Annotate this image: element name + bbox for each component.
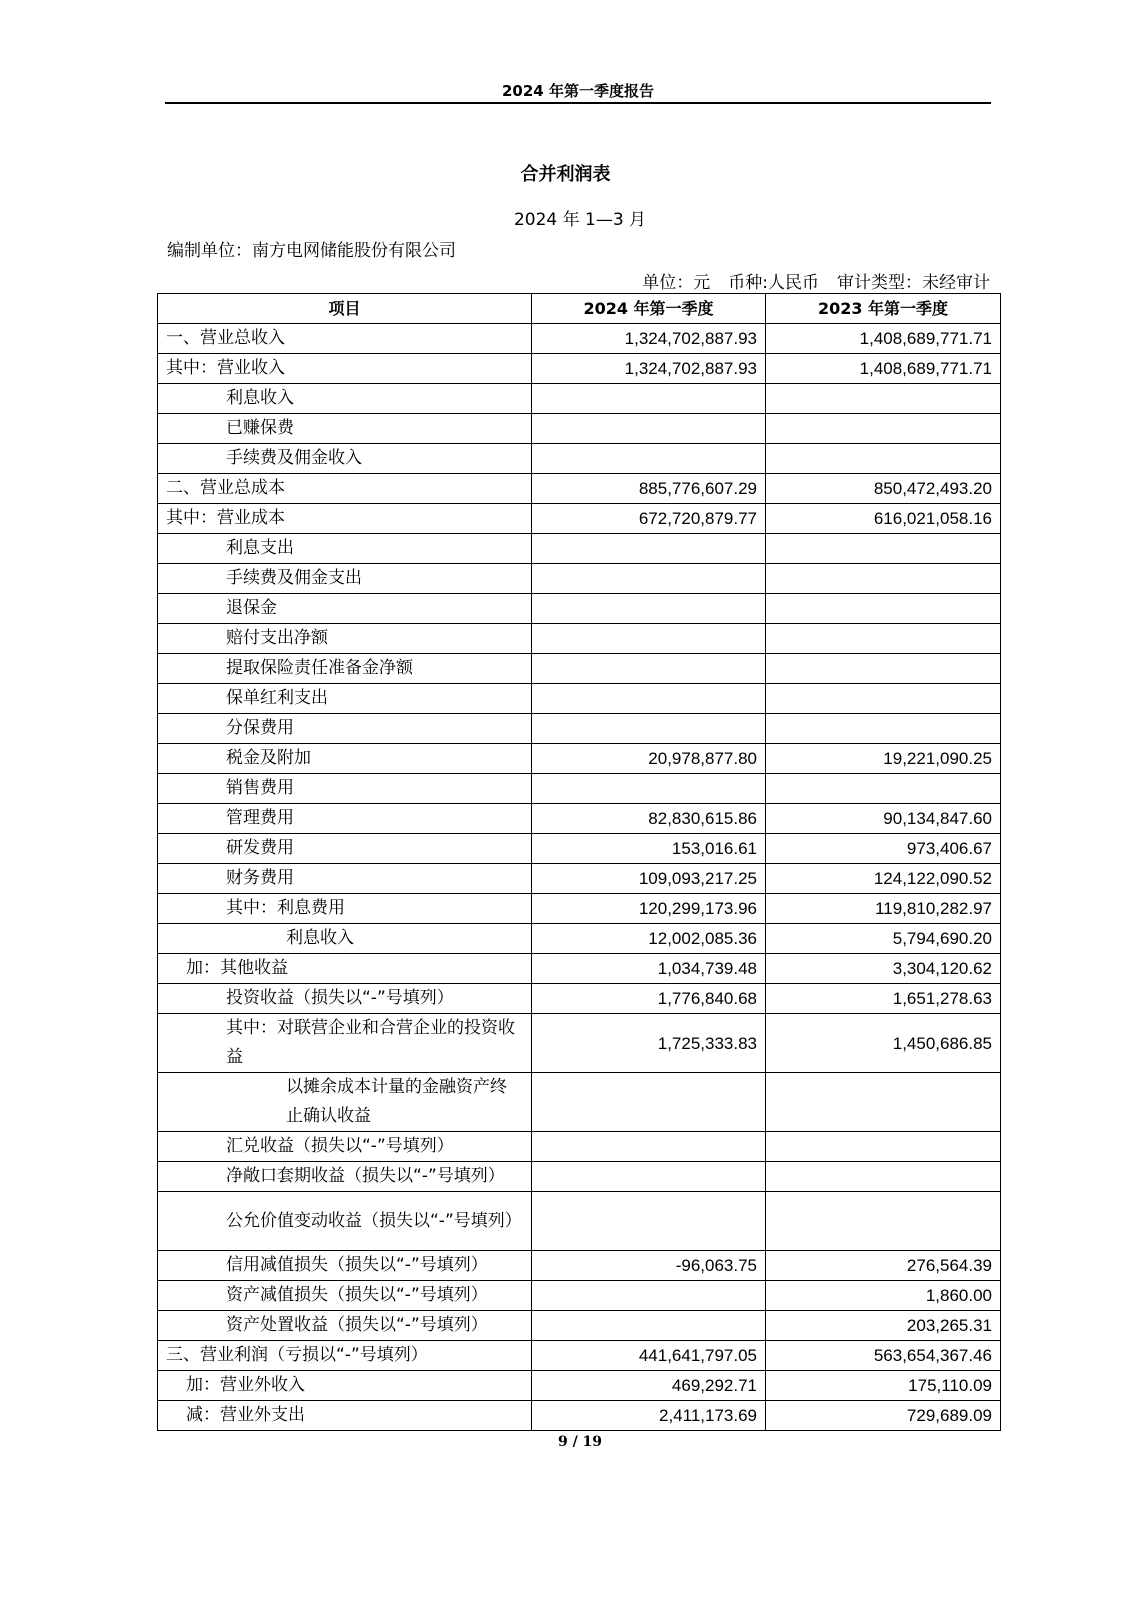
row-label: 研发费用: [158, 834, 532, 864]
value-2023q1: 203,265.31: [766, 1311, 1001, 1341]
table-row: [158, 384, 1001, 414]
table-row: [158, 534, 1001, 564]
value-2024q1: 1,324,702,887.93: [532, 354, 766, 384]
value-2024q1: [532, 714, 766, 744]
value-2024q1: [532, 444, 766, 474]
value-2023q1: 616,021,058.16: [766, 504, 1001, 534]
row-label: 以摊余成本计量的金融资产终止确认收益: [158, 1073, 532, 1132]
income-statement-table: [157, 293, 1001, 1431]
value-2023q1: 1,860.00: [766, 1281, 1001, 1311]
value-2023q1: [766, 444, 1001, 474]
row-label: 财务费用: [158, 864, 532, 894]
value-2023q1: [766, 684, 1001, 714]
value-2023q1: [766, 384, 1001, 414]
value-2023q1: [766, 624, 1001, 654]
row-label: 手续费及佣金收入: [158, 444, 532, 474]
row-label: 退保金: [158, 594, 532, 624]
row-label: 三、营业利润（亏损以“-”号填列）: [158, 1341, 532, 1371]
table-row: [158, 1311, 1001, 1341]
statement-title: 合并利润表: [520, 164, 611, 185]
row-label: 税金及附加: [158, 744, 532, 774]
value-2024q1: [532, 624, 766, 654]
table-row: [158, 804, 1001, 834]
value-2024q1: [532, 564, 766, 594]
value-2024q1: [532, 1132, 766, 1162]
table-row: [158, 444, 1001, 474]
row-label: 净敞口套期收益（损失以“-”号填列）: [158, 1162, 532, 1192]
value-2024q1: 153,016.61: [532, 834, 766, 864]
value-2023q1: [766, 1132, 1001, 1162]
table-row: [158, 1341, 1001, 1371]
value-2024q1: 1,725,333.83: [532, 1014, 766, 1073]
table-row: [158, 474, 1001, 504]
value-2023q1: 276,564.39: [766, 1251, 1001, 1281]
value-2023q1: 1,408,689,771.71: [766, 324, 1001, 354]
value-2024q1: [532, 594, 766, 624]
value-2024q1: [532, 1162, 766, 1192]
value-2023q1: 563,654,367.46: [766, 1341, 1001, 1371]
value-2023q1: [766, 1192, 1001, 1251]
row-label: 加：营业外收入: [158, 1371, 532, 1401]
value-2024q1: 672,720,879.77: [532, 504, 766, 534]
table-row: [158, 414, 1001, 444]
table-row: [158, 1281, 1001, 1311]
table-row: [158, 984, 1001, 1014]
table-row: [158, 1192, 1001, 1251]
value-2024q1: [532, 1311, 766, 1341]
row-label: 汇兑收益（损失以“-”号填列）: [158, 1132, 532, 1162]
table-row: [158, 1371, 1001, 1401]
table-row: [158, 1132, 1001, 1162]
row-label: 管理费用: [158, 804, 532, 834]
column-header-item: 项目: [158, 294, 532, 324]
value-2023q1: 1,450,686.85: [766, 1014, 1001, 1073]
currency-label: 币种:人民币: [728, 273, 819, 293]
table-row: [158, 684, 1001, 714]
row-label: 提取保险责任准备金净额: [158, 654, 532, 684]
value-2023q1: 124,122,090.52: [766, 864, 1001, 894]
row-label: 已赚保费: [158, 414, 532, 444]
row-label: 保单红利支出: [158, 684, 532, 714]
table-row: [158, 624, 1001, 654]
table-row: [158, 714, 1001, 744]
row-label: 手续费及佣金支出: [158, 564, 532, 594]
value-2023q1: 1,651,278.63: [766, 984, 1001, 1014]
compiler-unit: 编制单位：南方电网储能股份有限公司: [167, 241, 456, 261]
value-2023q1: 19,221,090.25: [766, 744, 1001, 774]
value-2024q1: 2,411,173.69: [532, 1401, 766, 1431]
page-number: 9 / 19: [557, 1434, 603, 1450]
value-2023q1: 90,134,847.60: [766, 804, 1001, 834]
row-label: 分保费用: [158, 714, 532, 744]
value-2023q1: [766, 714, 1001, 744]
report-header-title: 2024 年第一季度报告: [502, 82, 654, 100]
header-divider: [165, 102, 991, 104]
value-2023q1: [766, 534, 1001, 564]
value-2024q1: [532, 1192, 766, 1251]
table-row: [158, 864, 1001, 894]
value-2024q1: 885,776,607.29: [532, 474, 766, 504]
table-row: [158, 924, 1001, 954]
value-2024q1: 1,034,739.48: [532, 954, 766, 984]
value-2023q1: [766, 774, 1001, 804]
value-2024q1: 469,292.71: [532, 1371, 766, 1401]
row-label: 其中：营业成本: [158, 504, 532, 534]
value-2024q1: [532, 684, 766, 714]
value-2024q1: 12,002,085.36: [532, 924, 766, 954]
row-label: 其中：营业收入: [158, 354, 532, 384]
value-2024q1: [532, 1281, 766, 1311]
statement-period: 2024 年 1—3 月: [513, 210, 647, 230]
row-label: 资产减值损失（损失以“-”号填列）: [158, 1281, 532, 1311]
table-row: [158, 774, 1001, 804]
table-row: [158, 564, 1001, 594]
table-row: [158, 894, 1001, 924]
table-row: [158, 744, 1001, 774]
value-2024q1: 1,324,702,887.93: [532, 324, 766, 354]
row-label: 信用减值损失（损失以“-”号填列）: [158, 1251, 532, 1281]
value-2024q1: -96,063.75: [532, 1251, 766, 1281]
value-2023q1: 175,110.09: [766, 1371, 1001, 1401]
value-2024q1: [532, 1073, 766, 1132]
value-2024q1: 1,776,840.68: [532, 984, 766, 1014]
value-2024q1: [532, 384, 766, 414]
value-2023q1: 850,472,493.20: [766, 474, 1001, 504]
column-header-2024q1: 2024 年第一季度: [532, 294, 766, 324]
row-label: 销售费用: [158, 774, 532, 804]
value-2023q1: [766, 1162, 1001, 1192]
row-label: 减：营业外支出: [158, 1401, 532, 1431]
table-row: [158, 1162, 1001, 1192]
row-label: 一、营业总收入: [158, 324, 532, 354]
row-label: 公允价值变动收益（损失以“-”号填列）: [158, 1192, 532, 1251]
table-row: [158, 1401, 1001, 1431]
value-2023q1: [766, 414, 1001, 444]
value-2023q1: [766, 594, 1001, 624]
value-2023q1: 5,794,690.20: [766, 924, 1001, 954]
value-2023q1: 3,304,120.62: [766, 954, 1001, 984]
value-2023q1: 119,810,282.97: [766, 894, 1001, 924]
value-2023q1: [766, 654, 1001, 684]
value-2024q1: 20,978,877.80: [532, 744, 766, 774]
value-2024q1: [532, 534, 766, 564]
value-2024q1: 109,093,217.25: [532, 864, 766, 894]
row-label: 利息收入: [158, 924, 532, 954]
row-label: 赔付支出净额: [158, 624, 532, 654]
value-2023q1: [766, 564, 1001, 594]
table-row: [158, 834, 1001, 864]
value-2023q1: 973,406.67: [766, 834, 1001, 864]
value-2024q1: [532, 414, 766, 444]
value-2024q1: 82,830,615.86: [532, 804, 766, 834]
audit-type-label: 审计类型：未经审计: [837, 273, 990, 293]
row-label: 利息收入: [158, 384, 532, 414]
row-label: 加：其他收益: [158, 954, 532, 984]
table-row: [158, 654, 1001, 684]
row-label: 其中：利息费用: [158, 894, 532, 924]
value-2024q1: 120,299,173.96: [532, 894, 766, 924]
table-row: [158, 594, 1001, 624]
row-label: 二、营业总成本: [158, 474, 532, 504]
value-2024q1: 441,641,797.05: [532, 1341, 766, 1371]
table-row: [158, 324, 1001, 354]
table-row: [158, 1251, 1001, 1281]
value-2023q1: 729,689.09: [766, 1401, 1001, 1431]
row-label: 其中：对联营企业和合营企业的投资收益: [158, 1014, 532, 1073]
row-label: 投资收益（损失以“-”号填列）: [158, 984, 532, 1014]
value-2023q1: [766, 1073, 1001, 1132]
table-header-row: [158, 294, 1001, 324]
table-row: [158, 1073, 1001, 1132]
table-row: [158, 1014, 1001, 1073]
row-label: 利息支出: [158, 534, 532, 564]
row-label: 资产处置收益（损失以“-”号填列）: [158, 1311, 532, 1341]
value-2024q1: [532, 654, 766, 684]
value-2023q1: 1,408,689,771.71: [766, 354, 1001, 384]
table-row: [158, 354, 1001, 384]
value-2024q1: [532, 774, 766, 804]
column-header-2023q1: 2023 年第一季度: [766, 294, 1001, 324]
unit-label: 单位：元: [642, 273, 711, 293]
table-row: [158, 504, 1001, 534]
table-row: [158, 954, 1001, 984]
unit-line: [624, 268, 990, 293]
